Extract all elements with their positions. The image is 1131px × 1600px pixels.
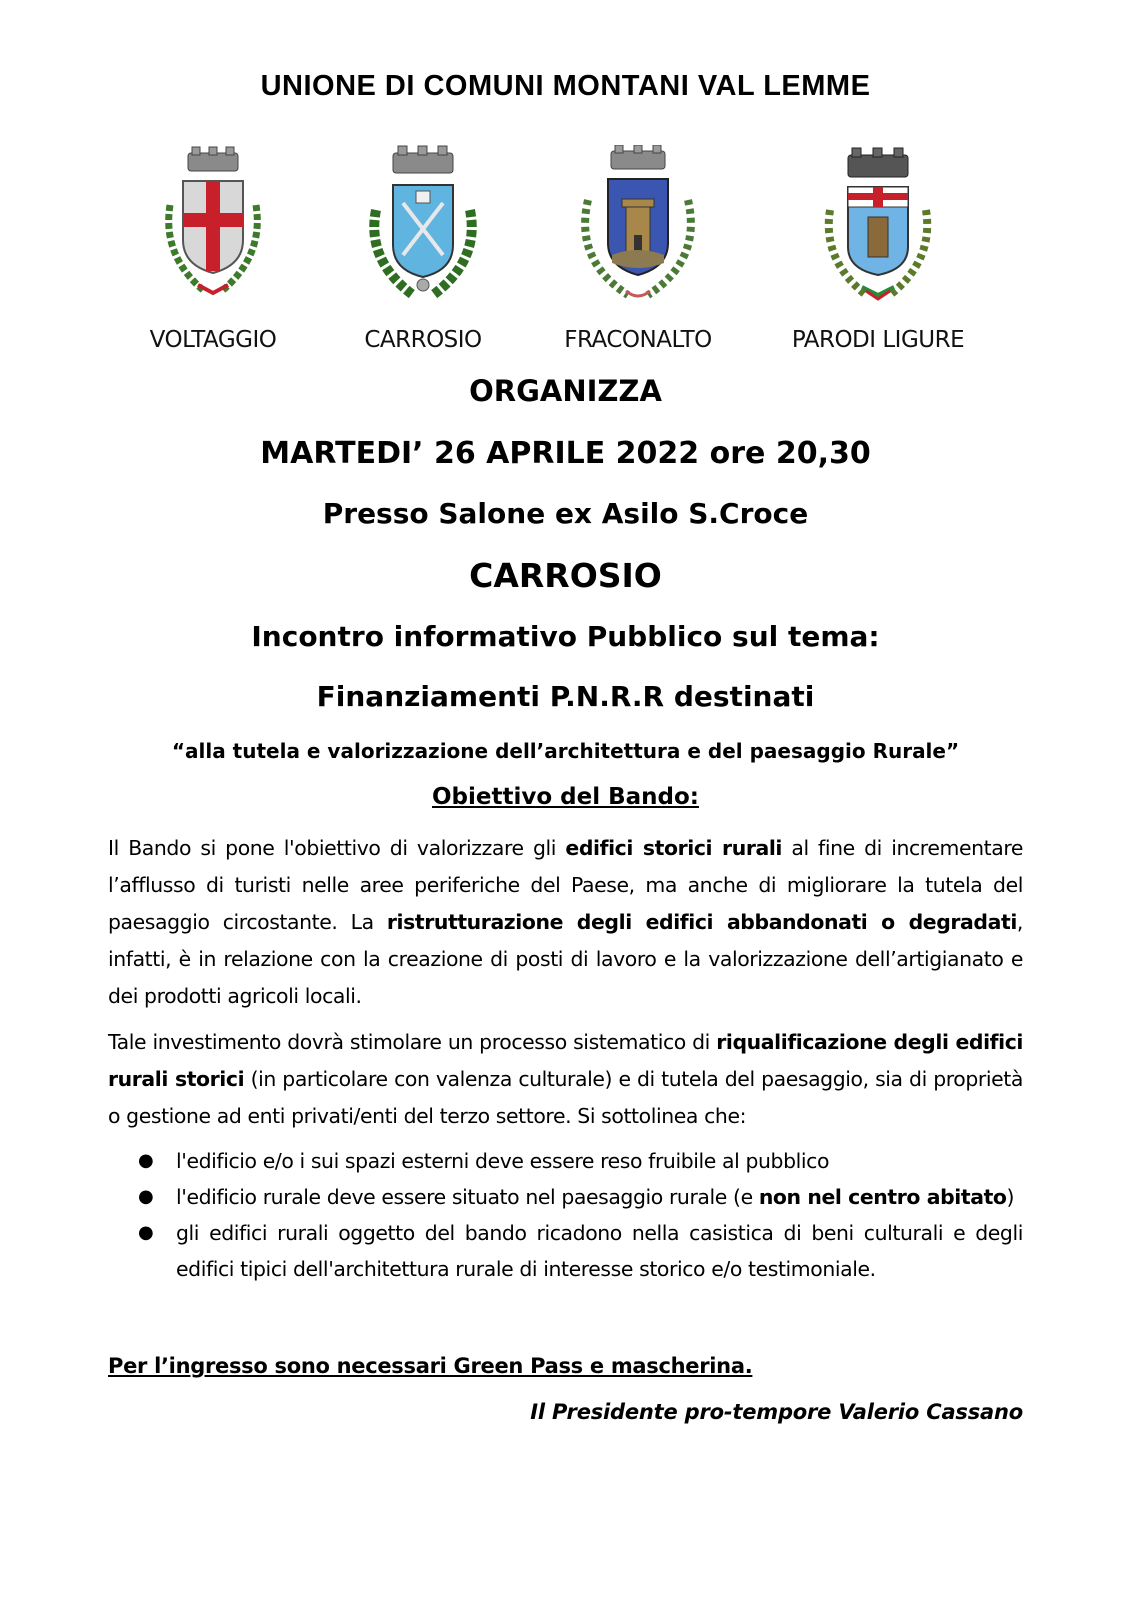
bullet-icon: ● [138,1186,154,1207]
event-topic: Incontro informativo Pubblico sul tema: [251,620,880,653]
p1-text-3: , infatti, è in relazione con la creazione di posti di lavoro e la valorizzazione dell’artigianato e dei prodotti agricoli locali. [108,910,1023,1008]
crest-parodi-ligure [778,145,978,353]
crest-label-fraconalto: FRACONALTO [564,327,712,353]
requirements-list [108,1143,1023,1287]
organizza-heading: ORGANIZZA [469,374,662,408]
event-datetime: MARTEDI’ 26 APRILE 2022 ore 20,30 [260,436,871,471]
carrosio-crest-icon [358,145,488,305]
voltaggio-crest-icon [158,145,268,305]
event-place: CARROSIO [469,556,662,595]
crest-label-voltaggio: VOLTAGGIO [149,327,277,353]
objective-heading [0,784,1131,810]
list-item [108,1143,1023,1179]
fraconalto-crest-icon [568,145,708,305]
list-item-text: gli edifici rurali oggetto del bando ricadono nella casistica di beni culturali e degli edifici tipici dell'architettura rurale di interesse storico e/o testimoniale. [176,1221,1023,1281]
crest-carrosio [323,145,523,353]
union-title: UNIONE DI COMUNI MONTANI VAL LEMME [260,70,871,102]
list-item [108,1179,1023,1215]
event-funding: Finanziamenti P.N.R.R destinati [316,680,815,713]
crest-label-carrosio: CARROSIO [364,327,482,353]
p1-bold-2: ristrutturazione degli edifici abbandonati o degradati [386,910,1017,934]
president-signature: Il Presidente pro-tempore Valerio Cassano [530,1400,1023,1424]
bullet-icon: ● [138,1222,154,1243]
p2-text-2: (in particolare con valenza culturale) e di tutela del paesaggio, sia di proprietà o gestione ad enti privati/enti del terzo settore. Si sottolinea che: [108,1067,1023,1128]
parodi-ligure-crest-icon [818,145,938,305]
p1-bold-1: edifici storici rurali [565,836,783,860]
bullet-icon: ● [138,1150,154,1171]
list-item-text: ) [1006,1185,1015,1209]
event-venue: Presso Salone ex Asilo S.Croce [322,497,809,530]
list-item [108,1215,1023,1287]
crest-voltaggio [113,145,313,353]
entry-notice: Per l’ingresso sono necessari Green Pass e mascherina. [108,1354,753,1378]
list-item-bold: non nel centro abitato [758,1185,1007,1209]
crests-row [0,145,1131,365]
list-item-text: l'edificio e/o i sui spazi esterni deve essere reso fruibile al pubblico [176,1149,830,1173]
p1-text-2: al fine di incrementare l’afflusso di turisti nelle aree periferiche del Paese, ma anche di migliorare la tutela del paesaggio circostante. La [108,836,1023,934]
objective-heading-text: Obiettivo del Bando: [431,784,699,810]
list-item-text: l'edificio rurale deve essere situato nel paesaggio rurale (e [176,1185,759,1209]
objective-paragraph-1 [108,830,1023,1015]
p1-text-1: Il Bando si pone l'obiettivo di valorizzare gli [108,836,566,860]
event-quote: “alla tutela e valorizzazione dell’architettura e del paesaggio Rurale” [171,739,960,763]
crest-label-parodi-ligure: PARODI LIGURE [791,327,965,353]
p2-text-1: Tale investimento dovrà stimolare un processo sistematico di [108,1030,717,1054]
p2-bold-1: riqualificazione degli edifici rurali storici [108,1030,1023,1091]
objective-paragraph-2 [108,1024,1023,1135]
crest-fraconalto [538,145,738,353]
